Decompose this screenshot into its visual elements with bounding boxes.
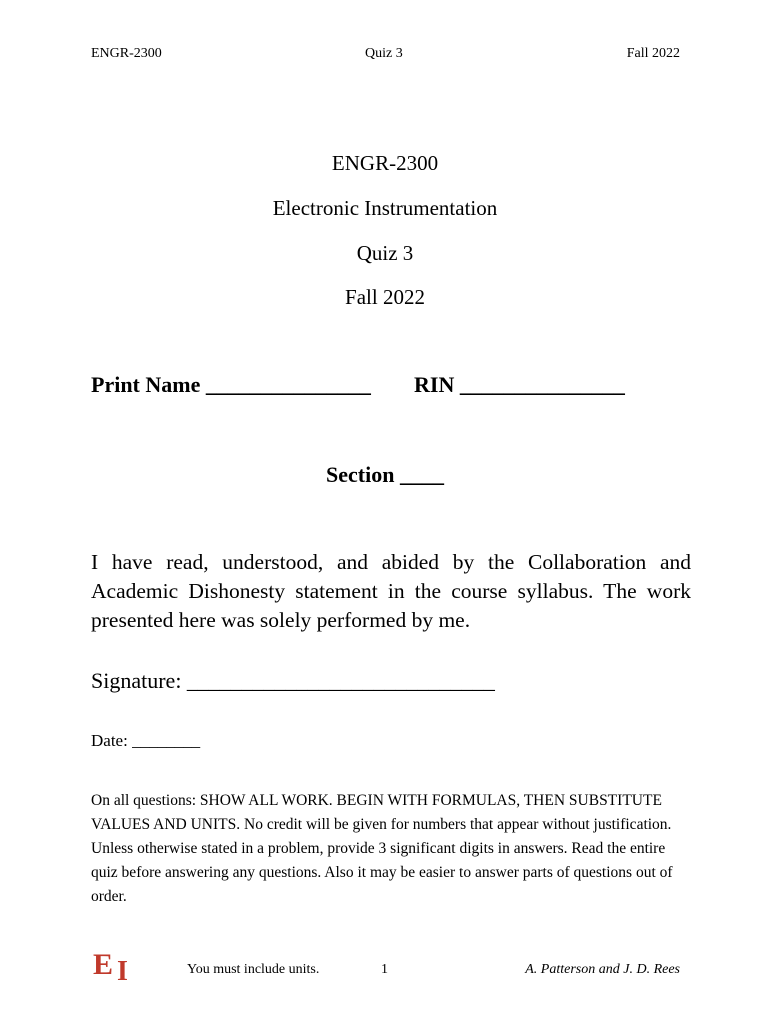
print-name-field[interactable]: Print Name _______________ <box>91 372 371 397</box>
title-term: Fall 2022 <box>345 285 425 309</box>
header-quiz: Quiz 3 <box>365 46 403 61</box>
header-term: Fall 2022 <box>626 46 680 61</box>
title-course: ENGR-2300 <box>331 151 439 175</box>
honor-statement: I have read, understood, and abided by the Collaboration and Academic Dishonesty statement in the course syllabus. The work presented here was solely performed by me. <box>91 550 691 632</box>
logo-letter-i: I <box>117 956 128 987</box>
title-quiz: Quiz 3 <box>356 241 414 265</box>
section-field[interactable]: Section ____ <box>326 462 444 487</box>
logo-letter-e: E <box>93 948 114 981</box>
title-course-name: Electronic Instrumentation <box>272 196 498 220</box>
page-number: 1 <box>381 962 388 977</box>
header-course: ENGR-2300 <box>91 46 162 61</box>
signature-field[interactable]: Signature: ____________________________ <box>91 668 495 693</box>
footer-authors: A. Patterson and J. D. Rees <box>525 962 680 977</box>
footer-note: You must include units. <box>187 962 320 977</box>
rin-field[interactable]: RIN _______________ <box>414 372 625 397</box>
ei-logo <box>93 950 133 986</box>
date-field[interactable]: Date: ________ <box>91 731 201 750</box>
instructions-paragraph: On all questions: SHOW ALL WORK. BEGIN WITH FORMULAS, THEN SUBSTITUTE VALUES AND UNITS. No credit will be given for numbers that appear without justification. Unless otherwise stated in a problem, provide 3 significant digits in answers. Read the entire quiz before answering any questions. Also it may be easier to answer parts of questions out of order. <box>91 792 673 905</box>
